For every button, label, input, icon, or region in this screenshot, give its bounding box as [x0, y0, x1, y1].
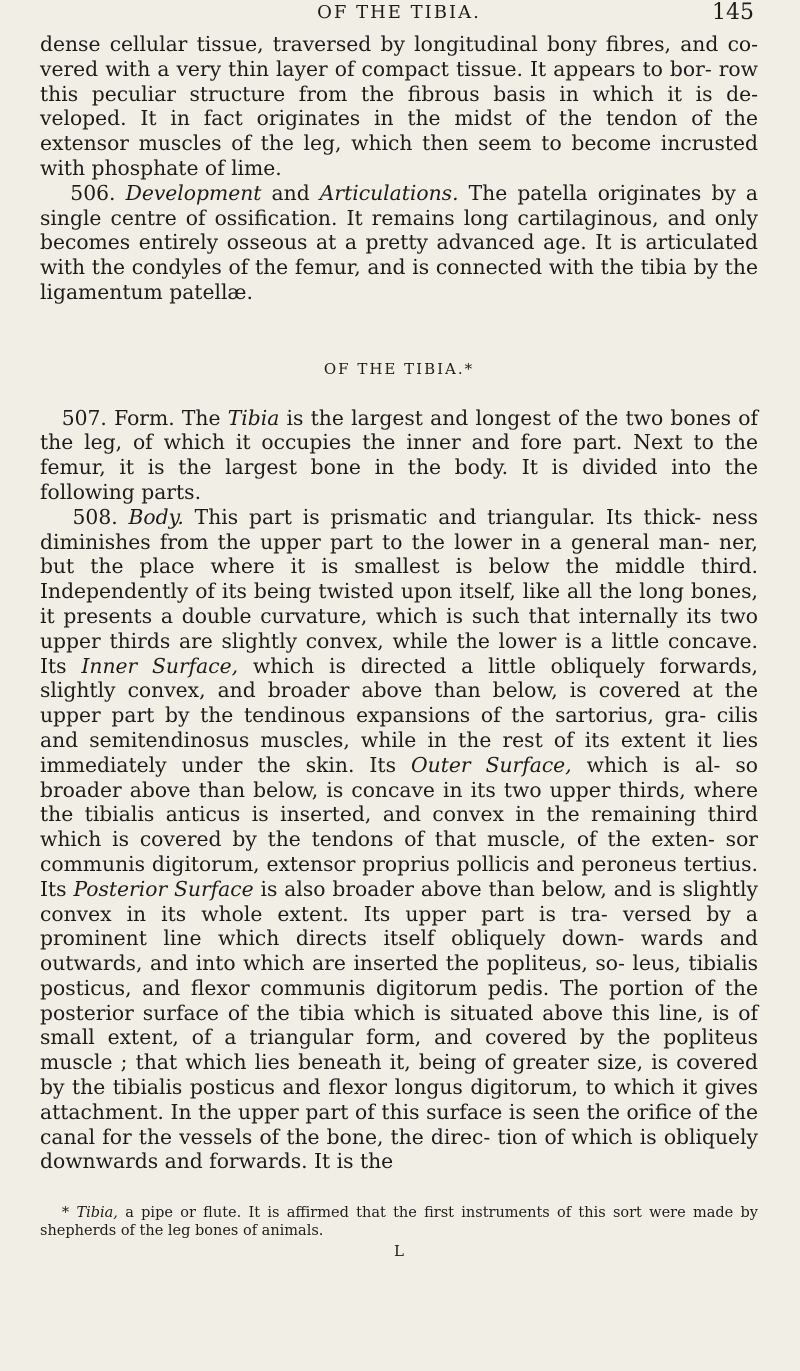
footnote-mark: *	[61, 1205, 77, 1222]
para-number: 508.	[72, 504, 118, 529]
term-inner-surface: Inner Surface,	[81, 653, 239, 678]
term-tibia: Tibia	[227, 405, 280, 430]
para-number: 507.	[61, 405, 107, 430]
heading-development: Development	[125, 180, 262, 205]
term-posterior-surface: Posterior Surface	[73, 876, 254, 901]
heading-body: Body.	[128, 504, 184, 529]
section-heading: OF THE TIBIA.*	[323, 359, 475, 378]
paragraph-text: which is directed a little obliquely forwards, slightly convex, and broader above than below, is covered at the upper part by the tendinous expansions of the sartorius, gra- cilis and semitendinosus muscles, while in the rest of its extent it lies immediately under the skin. Its	[40, 653, 758, 777]
running-head-title: OF THE TIBIA.	[317, 2, 481, 23]
paragraph-text: which is al- so broader above than below, is concave in its two upper thirds, where the tibialis anticus is inserted, and convex in the remaining third which is covered by the tendons of that muscle, of the exten- sor communis digitorum, extensor proprius pollicis and peroneus tertius. Its	[40, 752, 759, 901]
paragraph-continued: dense cellular tissue, traversed by longitudinal bony fibres, and co- vered with a very thin layer of compact tissue. It appears to bor- row this peculiar structure from the fibrous basis in which it is de- veloped. It in fact originates in the midst of the tendon of the extensor muscles of the leg, which then seem to become incrusted with phosphate of lime.	[40, 32, 758, 180]
heading-articulations: Articulations.	[319, 180, 459, 205]
footnote-text: a pipe or flute. It is affirmed that the first instruments of this sort were made by shepherds of the leg bones of animals.	[40, 1205, 759, 1240]
paragraph-text: This part is prismatic and triangular. Its thick- ness diminishes from the upper part to the lower in a general man- ner, but the place where it is smallest is below the middle third. Independently of its being twisted upon itself, like all the long bones, it presents a double curvature, which is such that internally its two upper thirds are slightly convex, while the lower is a little concave. Its	[40, 504, 758, 678]
running-head	[40, 0, 758, 32]
signature-mark: L	[394, 1242, 404, 1261]
para-number: 506.	[70, 180, 116, 205]
term-outer-surface: Outer Surface,	[411, 752, 572, 777]
conjunction: and	[261, 180, 320, 205]
footnote-term: Tibia,	[76, 1205, 118, 1222]
paragraph-text: The patella originates by a single centre of ossification. It remains long cartilaginous, and only becomes entirely osseous at a pretty advanced age. It is articulated with the condyles of the femur, and is connected with the tibia by the ligamentum patellæ.	[40, 180, 759, 304]
paragraph-text: is the largest and longest of the two bones of the leg, of which it occupies the inner and fore part. Next to the femur, it is the largest bone in the body. It is divided into the following parts.	[40, 405, 759, 504]
body-text	[40, 32, 758, 1174]
paragraph-508	[40, 505, 758, 1175]
paragraph-text: is also broader above than below, and is slightly convex in its whole extent. Its upper part is tra- versed by a prominent line which directs itself obliquely down- wards and outwards, and into which are inserted the popliteus, so- leus, tibialis posticus, and flexor communis digitorum pedis. The portion of the posterior surface of the tibia which is situated above this line, is of small extent, of a triangular form, and covered by the popliteus muscle ; that which lies beneath it, being of greater size, is covered by the tibialis posticus and flexor longus digitorum, to which it gives attachment. In the upper part of this surface is seen the orifice of the canal for the vessels of the bone, the direc- tion of which is obliquely downwards and forwards. It is the	[40, 876, 758, 1174]
paragraph-507	[40, 406, 758, 505]
page-number: 145	[712, 0, 754, 25]
lead-text: Form. The	[106, 405, 228, 430]
paragraph-506	[40, 181, 758, 305]
footnote	[40, 1204, 758, 1240]
